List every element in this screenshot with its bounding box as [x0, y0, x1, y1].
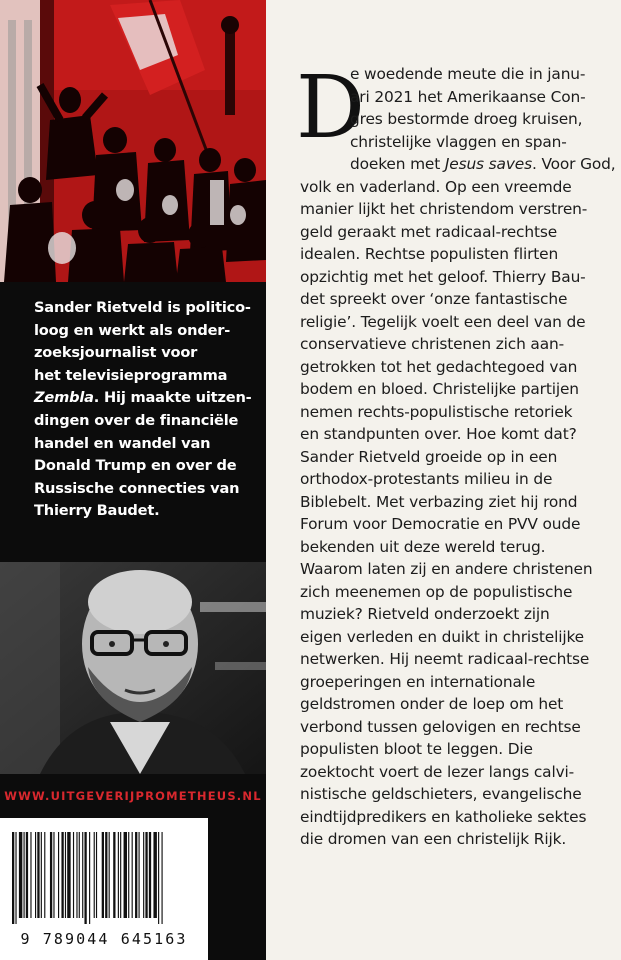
- barcode-bar: [19, 832, 22, 918]
- bio-line: [34, 433, 256, 456]
- blurb-line: [300, 131, 594, 154]
- barcode-bar: [30, 832, 31, 918]
- blurb-text: ari 2021 het Amerikaanse Con-: [350, 87, 586, 106]
- blurb-text: Forum voor Democratie en PVV oude: [300, 515, 581, 533]
- bio-text: zoeksjournalist voor: [34, 344, 198, 362]
- barcode-bar: [118, 832, 119, 918]
- barcode-bar: [61, 832, 63, 918]
- barcode-bar: [143, 832, 144, 918]
- blurb-line: [300, 423, 594, 446]
- blurb-line: [300, 311, 594, 334]
- barcode-bar: [53, 832, 54, 918]
- bio-text: Sander Rietveld is politico-: [34, 299, 251, 316]
- blurb-line: [300, 356, 594, 379]
- blurb-line: [300, 536, 594, 559]
- bio-line: [34, 320, 256, 343]
- blurb-italic-text: Jesus saves: [444, 155, 532, 173]
- blurb-text: orthodox-protestants milieu in de: [300, 470, 553, 488]
- blurb-text: zoektocht voert de lezer langs calvi-: [300, 762, 575, 781]
- blurb-text: gres bestormde droeg kruisen,: [350, 110, 583, 128]
- blurb-text: e woedende meute die in janu-: [350, 65, 586, 83]
- blurb-line: [300, 738, 594, 761]
- protest-photo: [0, 0, 266, 282]
- blurb-line: [300, 783, 594, 806]
- barcode-bar: [128, 832, 129, 918]
- blurb-line: [300, 288, 594, 311]
- blurb-text: geld geraakt met radicaal-rechtse: [300, 222, 558, 241]
- barcode-bar: [82, 832, 83, 918]
- barcode-bar: [24, 832, 25, 918]
- blurb-line: [300, 401, 594, 424]
- barcode-bar: [149, 832, 151, 918]
- blurb-line: [300, 468, 594, 491]
- barcode-bar: [162, 832, 163, 924]
- barcode-bar: [73, 832, 74, 918]
- blurb-text: eigen verleden en duikt in christelijke: [300, 627, 584, 646]
- barcode-bar: [65, 832, 66, 918]
- barcode-bar: [37, 832, 39, 918]
- barcode-bar: [139, 832, 140, 918]
- barcode-bar: [58, 832, 59, 918]
- barcode-bar: [12, 832, 14, 924]
- barcode-bar: [79, 832, 80, 918]
- blurb-text: manier lijkt het christendom verstren-: [300, 200, 588, 218]
- blurb-line: [300, 581, 594, 604]
- barcode-bar: [109, 832, 110, 918]
- blurb-line: [300, 603, 594, 626]
- barcode-bar: [96, 832, 97, 918]
- barcode-bar: [67, 832, 70, 918]
- bio-text: . Hij maakte uitzen-: [93, 389, 252, 407]
- blurb-line: [300, 243, 594, 266]
- blurb-line: [300, 446, 594, 469]
- blurb-text: en standpunten over. Hoe komt dat?: [300, 425, 577, 443]
- barcode-bar: [124, 832, 127, 918]
- blurb-line: [300, 806, 594, 829]
- blurb-text: christelijke vlaggen en span-: [350, 132, 567, 151]
- blurb-text: volk en vaderland. Op een vreemde: [300, 177, 572, 196]
- barcode-bar: [89, 832, 90, 924]
- back-cover-left-column: [0, 0, 266, 960]
- bio-line: [34, 297, 256, 320]
- blurb-text: zich meenemen op de populistische: [300, 582, 573, 601]
- blurb-text: nistische geldschieters, evangelische: [300, 785, 582, 803]
- barcode-bar: [15, 832, 16, 924]
- blurb-line: [300, 626, 594, 649]
- bio-text: loog en werkt als onder-: [34, 321, 231, 339]
- bio-line: [34, 478, 256, 501]
- publisher-website[interactable]: WWW.UITGEVERIJPROMETHEUS.NL: [4, 789, 262, 803]
- barcode-bar: [50, 832, 52, 918]
- blurb-line: [300, 108, 594, 131]
- blurb-line: [300, 198, 594, 221]
- blurb-text: religie’. Tegelijk voelt een deel van de: [300, 312, 586, 331]
- blurb-line: [300, 716, 594, 739]
- blurb-text: idealen. Rechtse populisten flirten: [300, 245, 559, 263]
- blurb-text: det spreekt over ‘onze fantastische: [300, 290, 568, 308]
- blurb-line: [300, 176, 594, 199]
- barcode-bar: [153, 832, 156, 918]
- blurb-line: [300, 153, 616, 176]
- barcode-bar: [135, 832, 137, 918]
- barcode-bar: [158, 832, 159, 924]
- blurb-text: getrokken tot het gedachtegoed van: [300, 357, 578, 376]
- blurb-line: [300, 491, 594, 514]
- bio-text: Russische connecties van: [34, 479, 240, 497]
- blurb-text: muziek? Rietveld onderzoekt zijn: [300, 605, 550, 623]
- bio-line: [34, 387, 256, 410]
- blurb-text: geldstromen onder de loep om het: [300, 695, 564, 713]
- barcode-bar: [41, 832, 42, 918]
- bio-line: [34, 342, 256, 365]
- blurb-line: [300, 828, 594, 851]
- barcode-bar: [26, 832, 28, 918]
- barcode-bar: [84, 832, 86, 924]
- isbn-barcode: [0, 818, 208, 960]
- bio-line: [34, 410, 256, 433]
- bio-line: [34, 500, 256, 523]
- blurb-line: [300, 221, 594, 244]
- blurb-line: [300, 266, 594, 289]
- blurb-text: verbond tussen gelovigen en rechtse: [300, 717, 581, 736]
- barcode-bar: [35, 832, 36, 918]
- blurb-text: conservatieve christenen zich aan-: [300, 335, 564, 353]
- blurb-line: [300, 558, 594, 581]
- bio-text: het televisieprogramma: [34, 366, 228, 384]
- blurb-line: [300, 86, 594, 109]
- bio-text: Donald Trump en over de: [34, 457, 237, 475]
- bio-text: handel en wandel van: [34, 434, 211, 452]
- blurb-line: [300, 513, 594, 536]
- barcode-bar: [132, 832, 133, 918]
- barcode-bar: [113, 832, 115, 918]
- blurb-line: [300, 63, 594, 86]
- barcode-bar: [44, 832, 45, 918]
- bio-line: [34, 365, 256, 388]
- barcode-bar: [102, 832, 104, 918]
- blurb-text: bodem en bloed. Christelijke partijen: [300, 380, 579, 398]
- barcode-bars: [12, 832, 196, 924]
- blurb-text: Sander Rietveld groeide op in een: [300, 447, 558, 466]
- blurb-text: bekenden uit deze wereld terug.: [300, 537, 546, 556]
- barcode-bar: [105, 832, 107, 918]
- blurb-line: [300, 693, 594, 716]
- barcode-bar: [120, 832, 121, 918]
- blurb-text: doeken met: [350, 155, 445, 173]
- bio-text: Thierry Baudet.: [34, 502, 160, 520]
- blurb-text: netwerken. Hij neemt radicaal-rechtse: [300, 650, 590, 668]
- blurb-line: [300, 333, 594, 356]
- blurb-text: groeperingen en internationale: [300, 672, 536, 691]
- barcode-bar: [145, 832, 147, 918]
- blurb-text: Waarom laten zij en andere christenen: [300, 560, 593, 578]
- bio-line: [34, 455, 256, 478]
- barcode-bar: [94, 832, 95, 918]
- blurb-line: [300, 761, 594, 784]
- blurb-text: nemen rechts-populistische retoriek: [300, 402, 573, 421]
- blurb-text: . Voor God,: [531, 155, 616, 173]
- book-blurb: [300, 63, 616, 851]
- blurb-text: opzichtig met het geloof. Thierry Bau-: [300, 267, 586, 286]
- isbn-number: 9 789044 645163: [20, 930, 188, 948]
- blurb-text: die dromen van een christelijk Rijk.: [300, 830, 567, 848]
- blurb-text: Biblebelt. Met verbazing ziet hij rond: [300, 492, 578, 511]
- author-bio: [34, 297, 256, 523]
- blurb-text: eindtijdpredikers en katholieke sektes: [300, 807, 587, 826]
- blurb-line: [300, 671, 594, 694]
- author-portrait: [0, 562, 266, 774]
- blurb-line: [300, 648, 594, 671]
- blurb-text: populisten bloot te leggen. Die: [300, 740, 533, 758]
- blurb-line: [300, 378, 594, 401]
- bio-italic-text: Zembla: [34, 389, 94, 407]
- barcode-bar: [76, 832, 77, 918]
- bio-text: dingen over de financiële: [34, 411, 239, 429]
- drop-cap: D: [296, 58, 365, 158]
